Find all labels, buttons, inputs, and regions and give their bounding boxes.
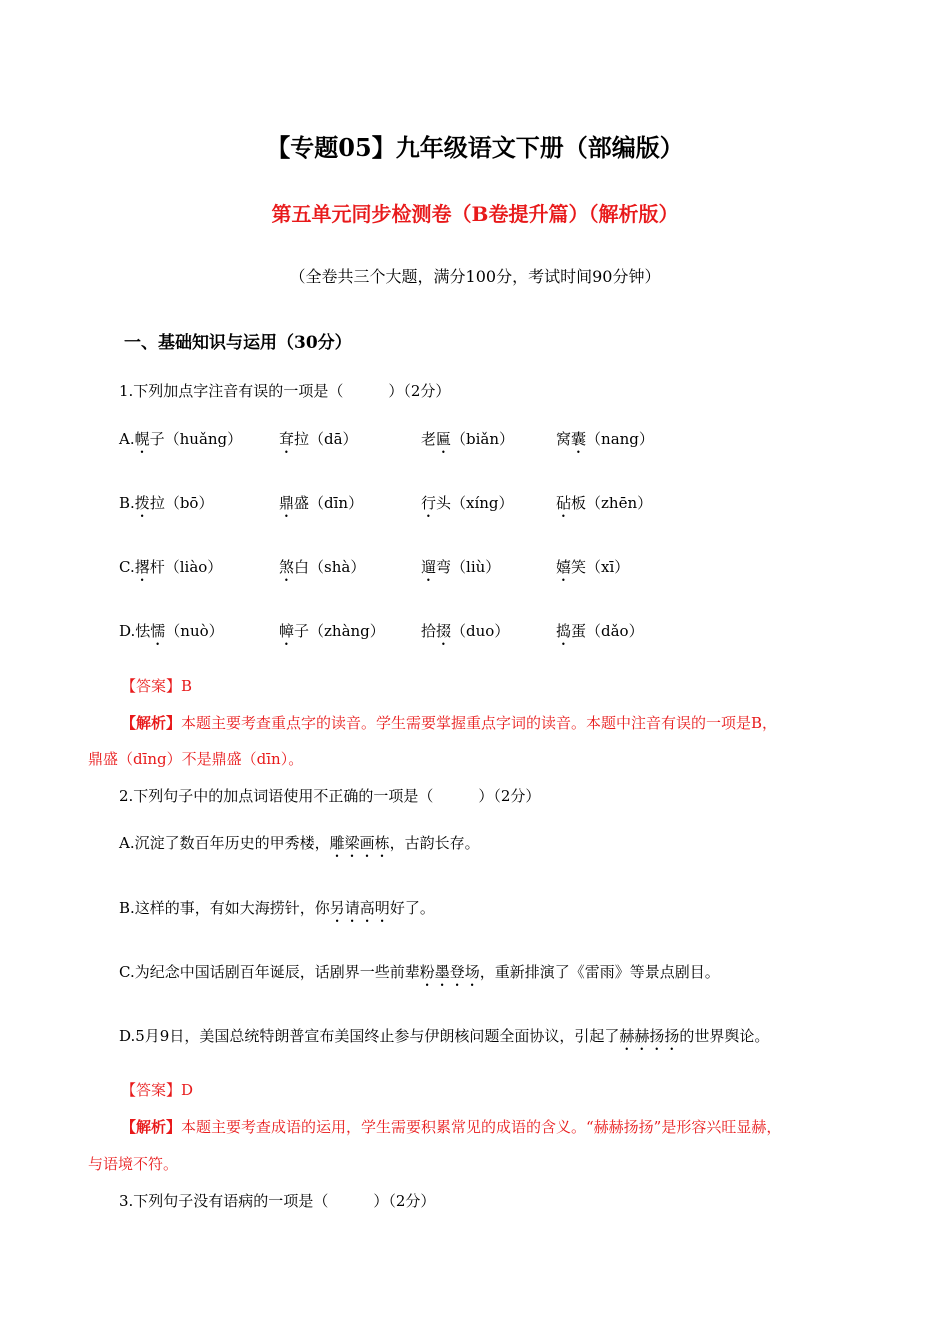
dotted-char: 幛 <box>279 622 295 640</box>
q1-option-b-item <box>556 492 652 521</box>
dotted-char: 遛 <box>421 558 437 576</box>
option-text: 白（shà） <box>294 558 366 576</box>
option-text: 的世界舆论。 <box>679 1027 770 1045</box>
exam-note: （全卷共三个大题，满分100分，考试时间90分钟） <box>289 267 661 286</box>
q1-option-d-item <box>421 620 509 649</box>
q1-analysis <box>121 712 777 733</box>
option-label: A. <box>119 430 135 448</box>
q2-option-c <box>119 961 720 990</box>
dotted-char: 鼎 <box>279 494 295 512</box>
option-text: A.沉淀了数百年历史的甲秀楼， <box>119 834 330 852</box>
q1-option-c-item <box>421 556 500 585</box>
option-text: 拾 <box>421 622 437 640</box>
option-text: B.这样的事，有如大海捞针，你 <box>119 899 330 917</box>
option-text: 好了。 <box>389 899 435 917</box>
q1-option-d-item <box>119 620 224 649</box>
dotted-char: 耷 <box>279 430 295 448</box>
q2-analysis-tag: 【解析】 <box>121 1118 182 1136</box>
dotted-char: 幌 <box>134 430 150 448</box>
q2-option-b <box>119 897 435 926</box>
dotted-word: 粉墨登场 <box>419 963 480 981</box>
q1-option-d-item <box>279 620 385 649</box>
option-text: 拉（bō） <box>149 494 214 512</box>
dotted-char: 捣 <box>556 622 572 640</box>
q1-option-c-item <box>119 556 222 585</box>
option-text: 弯（liù） <box>436 558 501 576</box>
dotted-word: 雕梁画栋 <box>329 834 390 852</box>
option-text: ，重新排演了《雷雨》等景点剧目。 <box>479 963 720 981</box>
dotted-char: 煞 <box>279 558 295 576</box>
dotted-word: 另请高明 <box>329 899 390 917</box>
q1-option-b-item <box>279 492 363 521</box>
option-text: 头（xíng） <box>436 494 514 512</box>
q1-option-a-item <box>556 428 654 457</box>
q1-option-c-item <box>556 556 629 585</box>
q1-option-a-item <box>119 428 242 457</box>
dotted-char: 掇 <box>436 622 452 640</box>
option-text: 子（huǎng） <box>149 430 243 448</box>
dotted-char: 匾 <box>436 430 452 448</box>
q2-stem: 2.下列句子中的加点词语使用不正确的一项是（ ）（2分） <box>119 787 541 805</box>
dotted-char: 懦 <box>150 622 166 640</box>
option-text: 拉（dā） <box>294 430 358 448</box>
dotted-char: 撂 <box>134 558 150 576</box>
option-text: 盛（dīn） <box>294 494 364 512</box>
dotted-word: 赫赫扬扬 <box>619 1027 680 1045</box>
q1-answer: 【答案】B <box>121 677 193 695</box>
dotted-char: 拨 <box>134 494 150 512</box>
q1-stem: 1.下列加点字注音有误的一项是（ ）（2分） <box>119 382 451 400</box>
dotted-char: 嬉 <box>556 558 572 576</box>
page-subtitle: 第五单元同步检测卷（B卷提升篇）（解析版） <box>271 202 679 226</box>
option-label: B. <box>119 494 135 512</box>
q1-option-c-item <box>279 556 365 585</box>
q2-answer: 【答案】D <box>121 1081 194 1099</box>
q1-analysis-tag: 【解析】 <box>121 714 182 732</box>
option-text: 蛋（dǎo） <box>571 622 644 640</box>
option-text: 杆（liào） <box>149 558 223 576</box>
q2-analysis-line2: 与语境不符。 <box>88 1155 179 1173</box>
option-text: 窝 <box>556 430 572 448</box>
option-text: 板（zhēn） <box>571 494 653 512</box>
option-text: 怯 <box>135 622 151 640</box>
q2-option-a <box>119 832 480 861</box>
option-text: （nuò） <box>165 622 224 640</box>
q1-option-a-item <box>279 428 358 457</box>
q1-option-b-item <box>119 492 213 521</box>
dotted-char: 行 <box>421 494 437 512</box>
page-title: 【专题05】九年级语文下册（部编版） <box>266 133 684 162</box>
q2-analysis-line1: 本题主要考查成语的运用，学生需要积累常见的成语的含义。“赫赫扬扬”是形容兴旺显赫， <box>181 1118 782 1136</box>
option-text: D.5月9日，美国总统特朗普宣布美国终止参与伊朗核问题全面协议，引起了 <box>119 1027 620 1045</box>
option-text: 老 <box>421 430 437 448</box>
q2-option-d <box>119 1025 769 1054</box>
q2-analysis <box>121 1116 781 1137</box>
option-label: C. <box>119 558 135 576</box>
option-text: （nang） <box>586 430 654 448</box>
option-text: 子（zhàng） <box>294 622 385 640</box>
option-text: （duo） <box>451 622 510 640</box>
dotted-char: 砧 <box>556 494 572 512</box>
option-text: 笑（xī） <box>571 558 630 576</box>
dotted-char: 囊 <box>571 430 587 448</box>
q1-option-d-item <box>556 620 644 649</box>
q1-option-a-item <box>421 428 514 457</box>
q1-analysis-line2: 鼎盛（dīng）不是鼎盛（dīn）。 <box>88 750 304 768</box>
option-text: ，古韵长存。 <box>389 834 480 852</box>
q1-option-b-item <box>421 492 514 521</box>
q3-stem: 3.下列句子没有语病的一项是（ ）（2分） <box>119 1192 436 1210</box>
option-label: D. <box>119 622 136 640</box>
option-text: C.为纪念中国话剧百年诞辰，话剧界一些前辈 <box>119 963 420 981</box>
section-title: 一、基础知识与运用（30分） <box>124 333 352 353</box>
option-text: （biǎn） <box>451 430 515 448</box>
q1-analysis-line1: 本题主要考查重点字的读音。学生需要掌握重点字词的读音。本题中注音有误的一项是B， <box>181 714 778 732</box>
